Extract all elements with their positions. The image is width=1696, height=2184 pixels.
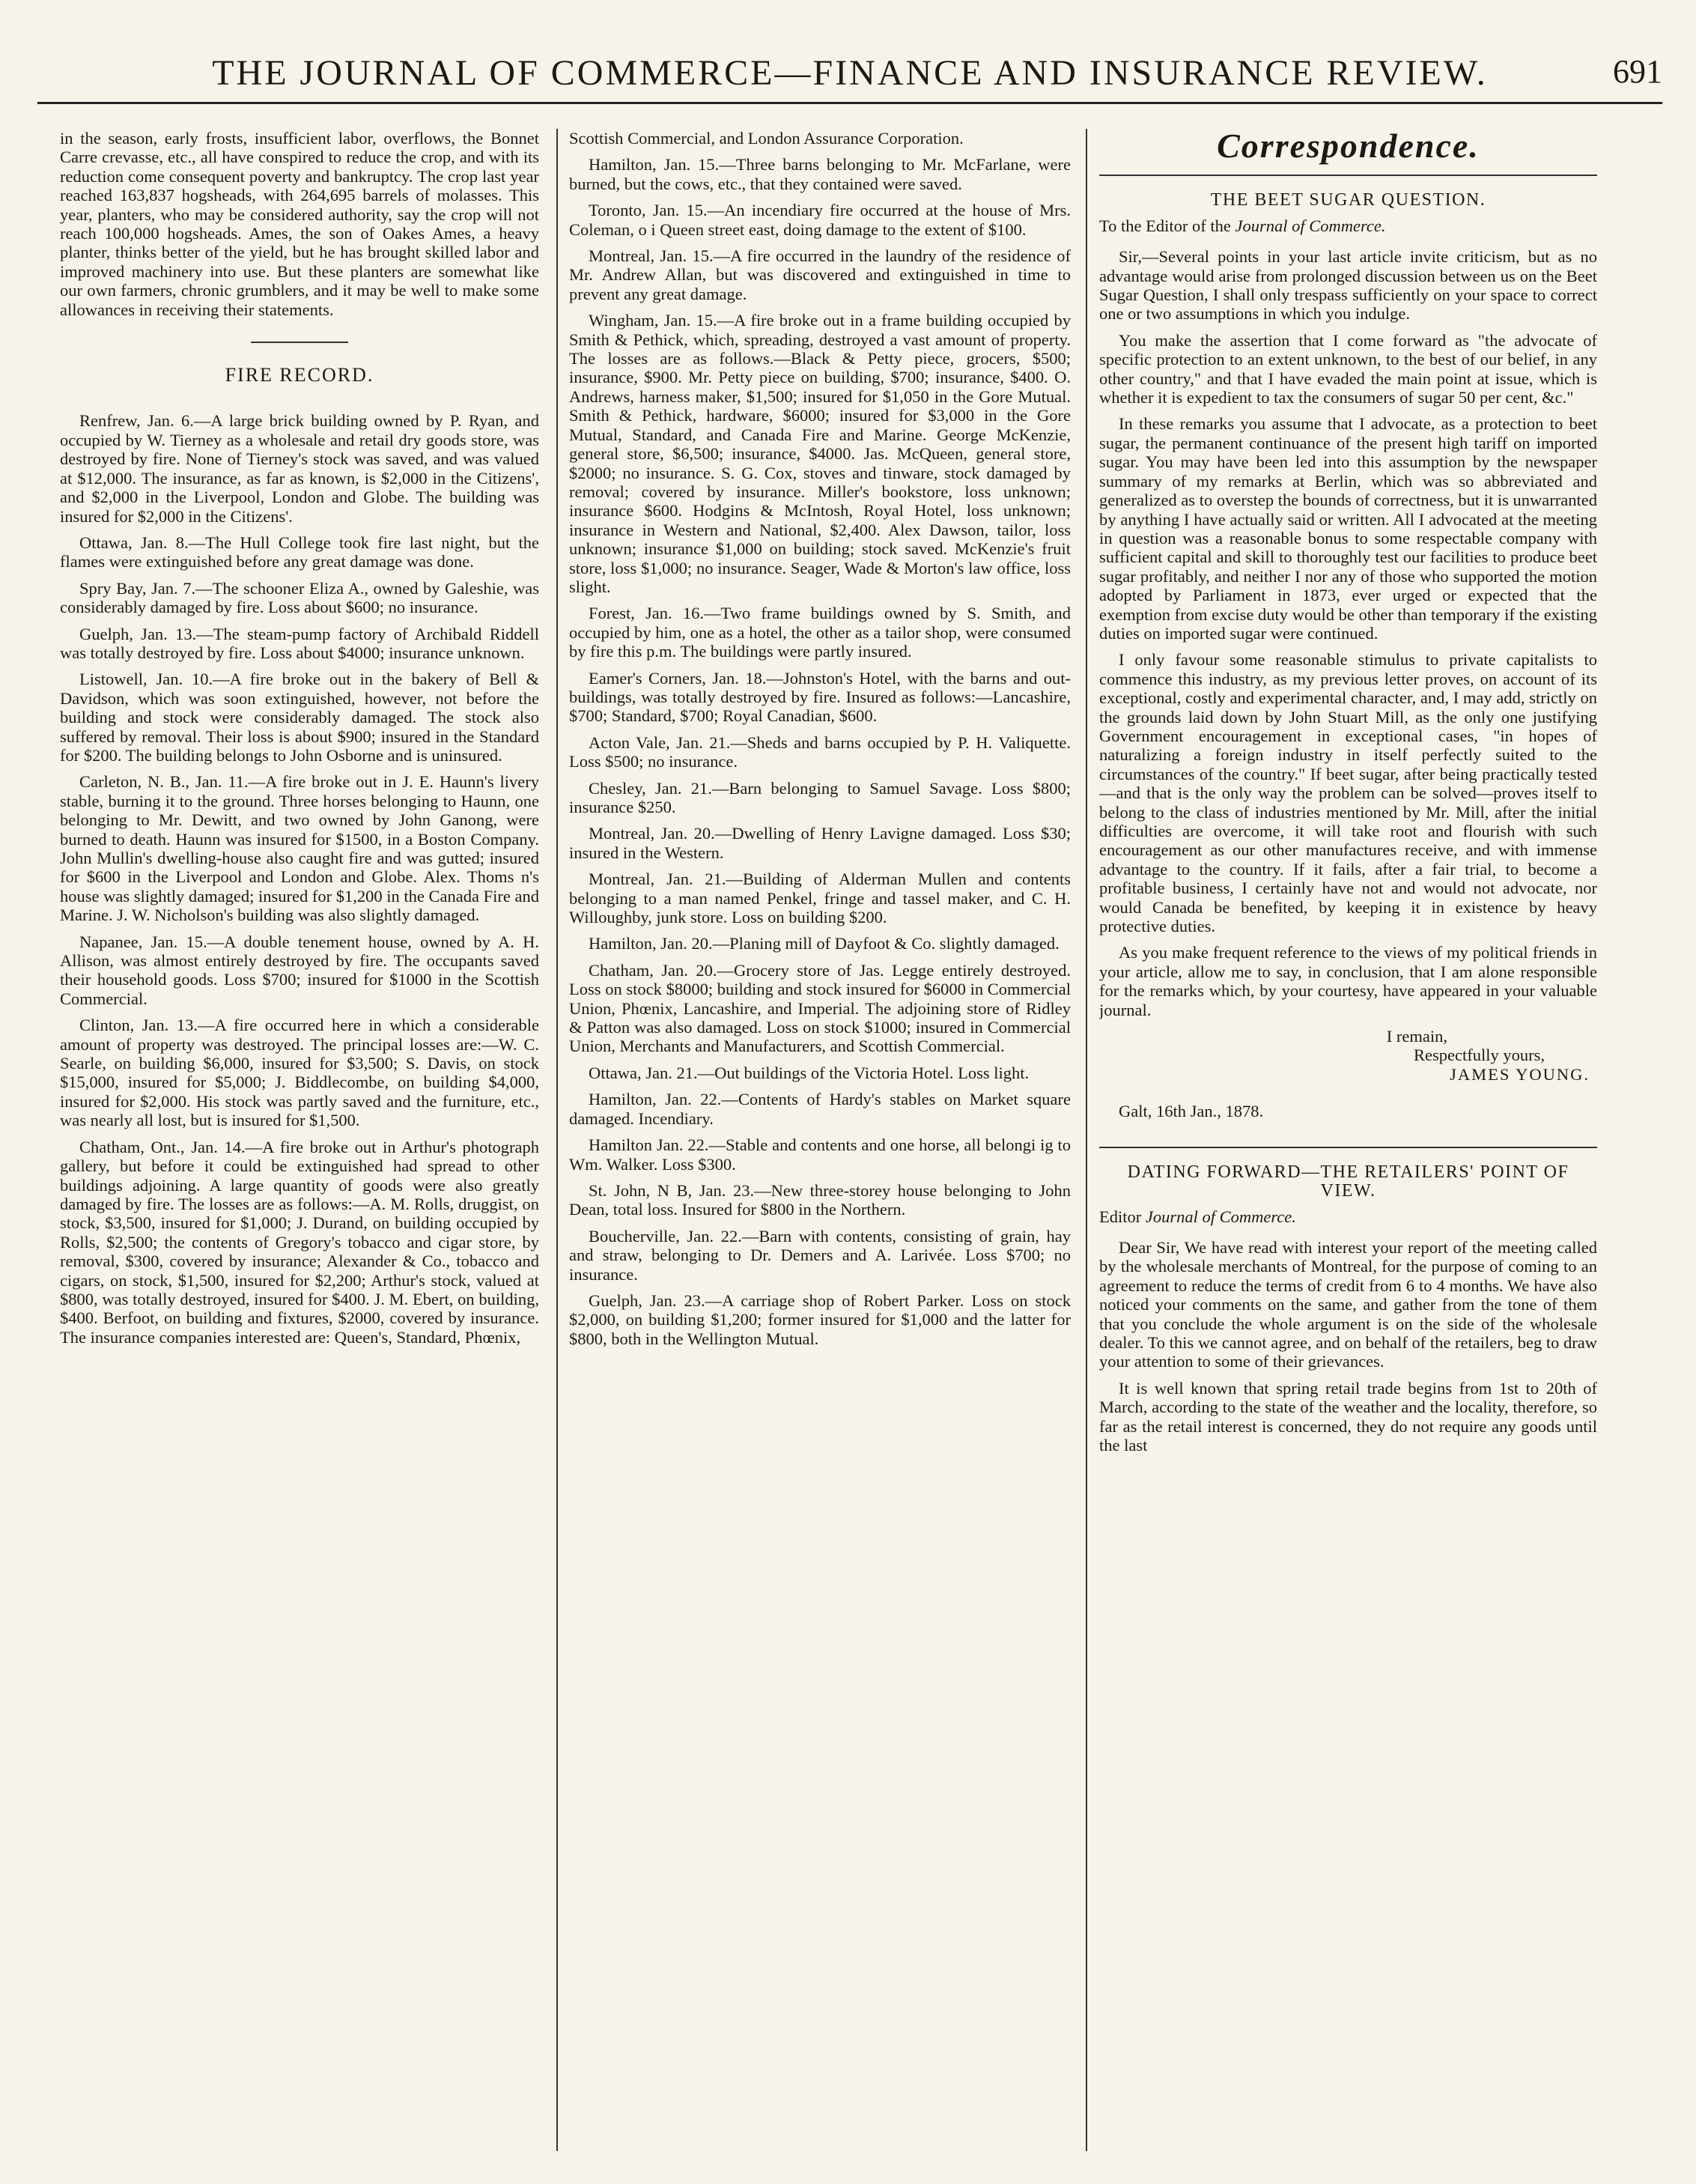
fire-item: Scottish Commercial, and London Assurance Corporation. [569,129,964,148]
fire-item: Montreal, Jan. 21.—Building of Alderman Mullen and contents belonging to a man named Penkel, fringe and tassel maker, and C. H. Willoughby, junk store. Loss on building $200. [569,870,1071,927]
fire-item: Hamilton, Jan. 22.—Contents of Hardy's stables on Market square damaged. Incendiary. [569,1090,1071,1128]
fire-item: Guelph, Jan. 13.—The steam-pump factory of Archibald Riddell was totally destroyed by fire. Loss about $4000; insurance unknown. [60,624,539,662]
letter-closing: Respectfully yours, [1414,1046,1545,1065]
header-rule [37,102,1662,104]
fire-item: Ottawa, Jan. 21.—Out buildings of the Victoria Hotel. Loss light. [589,1063,1030,1082]
fire-item: Spry Bay, Jan. 7.—The schooner Eliza A., owned by Galeshie, was considerably damaged by fire. Loss about $600; no insurance. [60,578,539,617]
column-divider [556,129,558,2151]
fire-item: Montreal, Jan. 15.—A fire occurred in the laundry of the residence of Mr. Andrew Allan, but was discovered and extinguished in time to prevent any great damage. [569,246,1071,303]
fire-item: Listowell, Jan. 10.—A fire broke out in the bakery of Bell & Davidson, which was soon extinguished, however, not before the building and stock were considerably damaged. The stock also suffered by removal. Their loss is about $900; insured in the Standard for $200. The building belongs to John Osborne and is uninsured. [60,670,539,765]
addressee-prefix: To the Editor of the [1099,216,1235,235]
fire-item: Clinton, Jan. 13.—A fire occurred here in which a considerable amount of property was destroyed. The principal losses are:—W. C. Searle, on building $6,000, insured for $3,500; S. Davis, on stock $15,000, insured for $5,000; J. Biddlecombe, on building $4,000, insured for $2,000. His stock was partly saved and the furniture, etc., was nearly all lost, but is insured for $1,500. [60,1016,539,1130]
letter-paragraph: I only favour some reasonable stimulus to private capitalists to commence this industry, as my previous letter proves, on account of its exceptional, costly and experimental character, and, I may add, strictly on the grounds laid down by John Stuart Mill, as the only one justifying Government encouragement in exceptional cases, "in hopes of naturalizing a foreign industry in itself perfectly suited to the circumstances of the country." If beet sugar, after being practically tested—and that is the only way the problem can be solved—proves itself to belong to the class of industries mentioned by Mr. Mill, after the initial difficulties are overcome, it will take root and flourish with such encouragement as our other manufactures receive, and with immense advantage to the country. If it fails, after a fair trial, to become a profitable business, I certainly have not and would not advocate, nor would Canada be benefited, by keeping it in existence by heavy protective duties. [1099,650,1597,936]
journal-title: THE JOURNAL OF COMMERCE—FINANCE AND INSURANCE REVIEW. [212,53,1488,93]
letter-paragraph: Dear Sir, We have read with interest your report of the meeting called by the wholesale merchants of Montreal, for the purpose of coming to an agreement to reduce the terms of credit from 6 to 4 months. We have also noticed your comments on the same, and gather from the tone of them that you conclude the whole argument is on the side of the wholesale dealer. To this we cannot agree, and on behalf of the retailers, beg to draw your attention to some of their grievances. [1099,1237,1597,1371]
correspondence-heading: Correspondence. [1217,129,1480,165]
letter-addressee [1099,1207,1597,1226]
letter-paragraph: As you make frequent reference to the views of my political friends in your article, allow me to say, in conclusion, that I am alone responsible for the remarks which, by your courtesy, have appeared in your valuable journal. [1099,943,1597,1019]
fire-item: St. John, N B, Jan. 23.—New three-storey house belonging to John Dean, total loss. Insured for $800 in the Northern. [569,1180,1071,1219]
fire-item: Renfrew, Jan. 6.—A large brick building owned by P. Ryan, and occupied by W. Tierney as a wholesale and retail dry goods store, was destroyed by fire. None of Tierney's stock was saved, and was valued at $12,000. The insurance, as far as known, is $2,000 in the Citizens', and $2,000 in the Liverpool, London and Globe. The building was insured for $2,000 in the Citizens'. [60,411,539,526]
fire-item: Acton Vale, Jan. 21.—Sheds and barns occupied by P. H. Valiquette. Loss $500; no insurance. [569,732,1071,771]
letter-paragraph: You make the assertion that I come forward as "the advocate of specific protection to an extent unknown, to the best of our belief, in any other country," and that I have evaded the main point at issue, which is whether it is expedient to tax the consumers of sugar 50 per cent, &c." [1099,330,1597,407]
page-header [37,52,1662,112]
fire-item: Hamilton, Jan. 15.—Three barns belonging to Mr. McFarlane, were burned, but the cows, etc., that they contained were saved. [569,155,1071,193]
journal-name: Journal of Commerce. [1145,1207,1296,1226]
section-rule [1099,1147,1597,1148]
column-1 [60,129,539,2151]
fire-item: Chatham, Ont., Jan. 14.—A fire broke out in Arthur's photograph gallery, but before it could be extinguished had spread to other buildings adjoining. A large quantity of goods were also greatly damaged by fire. The losses are as follows:—A. M. Rolls, druggist, on stock, $3,500, insured for $1,000; J. Durand, on building occupied by Rolls, $2,500; the contents of Gregory's tobacco and cigar store, by removal, $300, covered by insurance; Alexander & Co., tobacco and cigars, on stock, $1,500, insured for $2,200; Arthur's stock, valued at $800, was totally destroyed, insured for $400. J. M. Ebert, on building, $400. Berfoot, on building and fixtures, $2000, covered by insurance. The insurance companies interested are: Queen's, Standard, Phœnix, [60,1137,539,1347]
letter-closing: I remain, [1386,1027,1447,1046]
letter-paragraph: In these remarks you assume that I advocate, as a protection to beet sugar, the permanent continuance of the present high tariff on imported sugar. You may have been led into this assumption by the newspaper summary of my remarks at Berlin, which was so abbreviated and generalized as to overstep the bounds of correctness, but it is unwarranted by anything I have actually said or written. All I advocated at the meeting in question was a reasonable bonus to some respectable company with sufficient capital and skill to thoroughly test our facilities to produce beet sugar profitably, and neither I nor any of those who supported the motion adopted by Parliament in 1873, ever urged or expected that the exemption from excise duty would be other than temporary if the existing duties on imported sugar were continued. [1099,414,1597,643]
column-2 [569,129,1071,2151]
fire-item: Toronto, Jan. 15.—An incendiary fire occurred at the house of Mrs. Coleman, o i Queen street east, doing damage to the extent of $100. [569,201,1071,239]
page-number: 691 [1613,53,1662,90]
letter-signature: JAMES YOUNG. [1450,1064,1590,1084]
section-rule [1099,175,1597,176]
fire-item: Napanee, Jan. 15.—A double tenement house, owned by A. H. Allison, was almost entirely destroyed by fire. The occupants saved their household goods. Loss $700; insured for $1000 in the Scottish Commercial. [60,932,539,1008]
fire-record-heading: FIRE RECORD. [225,364,374,386]
letter-paragraph: Sir,—Several points in your last article invite criticism, but as no advantage would arise from prolonged discussion between us on the Beet Sugar Question, I shall only trespass sufficiently on your space to correct one or two assumptions in which you indulge. [1099,247,1597,324]
fire-item: Boucherville, Jan. 22.—Barn with contents, consisting of grain, hay and straw, belonging to Dr. Demers and A. Larivée. Loss $700; no insurance. [569,1226,1071,1284]
fire-item: Guelph, Jan. 23.—A carriage shop of Robert Parker. Loss on stock $2,000, on building $1,200; former insured for $1,000 and the latter for $800, both in the Wellington Mutual. [569,1290,1071,1348]
section-rule [251,342,348,343]
fire-item: Wingham, Jan. 15.—A fire broke out in a frame building occupied by Smith & Pethick, which, spreading, destroyed a vast amount of property. The losses are as follows.—Black & Petty piece, grocers, $500; insurance, $900. Mr. Petty piece on building, $700; insurance, $400. O. Andrews, harness maker, $1,500; insured for $1,050 in the Gore Mutual. Smith & Pethick, hardware, $6000; insured for $3,000 in the Gore Mutual, Standard, and Canada Fire and Marine. George McKenzie, general store, $6,500; insurance, $4000. Jas. McQueen, general store, $2000; no insurance. S. G. Cox, stoves and tinware, stock damaged by removal; covered by insurance. Miller's bookstore, loss unknown; insurance $600. Hodgins & McIntosh, Royal Hotel, loss unknown; insurance in Western and National, $2,400. Alex Dawson, tailor, loss unknown; insurance $1,000 on building; stock saved. McKenzie's fruit store, loss $1,000; no insurance. Seager, Wade & Morton's law office, loss slight. [569,311,1071,596]
fire-item: Chesley, Jan. 21.—Barn belonging to Samuel Savage. Loss $800; insurance $250. [569,778,1071,816]
addressee-prefix: Editor [1099,1207,1146,1226]
column-3 [1099,129,1597,2151]
fire-item: Carleton, N. B., Jan. 11.—A fire broke out in J. E. Haunn's livery stable, burning it to the ground. Three horses belonging to Haunn, one belonging to Mr. Dewitt, and two owned by John Ganong, were burned to death. Haunn was insured for $1500, in a Boston Company. John Mullin's dwelling-house also caught fire and was gutted; insured for $600 in the Liverpool and London and Globe. Alex. Thoms n's house was slightly damaged; insured for $1,200 in the Canada Fire and Marine. J. W. Nicholson's building was also slightly damaged. [60,772,539,925]
letter-paragraph: It is well known that spring retail trade begins from 1st to 20th of March, according to the state of the weather and the locality, therefore, so far as the retail interest is concerned, they do not require any goods until the last [1099,1378,1597,1455]
fire-item: Eamer's Corners, Jan. 18.—Johnston's Hotel, with the barns and out-buildings, was totally destroyed by fire. Insured as follows:—Lancashire, $700; Standard, $700; Royal Canadian, $600. [569,668,1071,726]
fire-item: Ottawa, Jan. 8.—The Hull College took fire last night, but the flames were extinguished before any great damage was done. [60,533,539,571]
letter-title: DATING FORWARD—THE RETAILERS' POINT OF VIEW. [1127,1162,1569,1201]
article-continuation: in the season, early frosts, insufficient labor, overflows, the Bonnet Carre crevasse, etc., all have conspired to reduce the crop, and with its reduction come consequent poverty and bankruptcy. The crop last year reached 163,837 hogsheads, with 264,695 barrels of molasses. This year, planters, who may be considered authority, say the crop will not reach 100,000 hogsheads. Ames, the son of Oakes Ames, a heavy planter, thinks better of the yield, but he has brought skilled labor and improved machinery into use. But these planters are somewhat like our own farmers, chronic grumblers, and it may be well to make some allowances in receiving their statements. [60,129,539,319]
letter-addressee [1099,216,1597,235]
fire-item: Hamilton Jan. 22.—Stable and contents and one horse, all belongi ig to Wm. Walker. Loss $300. [569,1135,1071,1174]
journal-name: Journal of Commerce. [1235,216,1386,235]
fire-item: Forest, Jan. 16.—Two frame buildings owned by S. Smith, and occupied by him, one as a hotel, the other as a tailor shop, were consumed by fire this p.m. The buildings were partly insured. [569,604,1071,661]
fire-item: Chatham, Jan. 20.—Grocery store of Jas. Legge entirely destroyed. Loss on stock $8000; building and stock insured for $6000 in Commercial Union, Phœnix, Lancashire, and Imperial. The adjoining store of Ridley & Patton was also damaged. Loss on stock $1000; insured in Commercial Union, Merchants and Manufacturers, and Scottish Commercial. [569,960,1071,1056]
fire-item: Hamilton, Jan. 20.—Planing mill of Dayfoot & Co. slightly damaged. [589,934,1060,953]
letter-dateline: Galt, 16th Jan., 1878. [1119,1102,1264,1121]
column-divider [1086,129,1087,2151]
letter-title: THE BEET SUGAR QUESTION. [1210,190,1486,210]
fire-item: Montreal, Jan. 20.—Dwelling of Henry Lavigne damaged. Loss $30; insured in the Western. [569,824,1071,862]
